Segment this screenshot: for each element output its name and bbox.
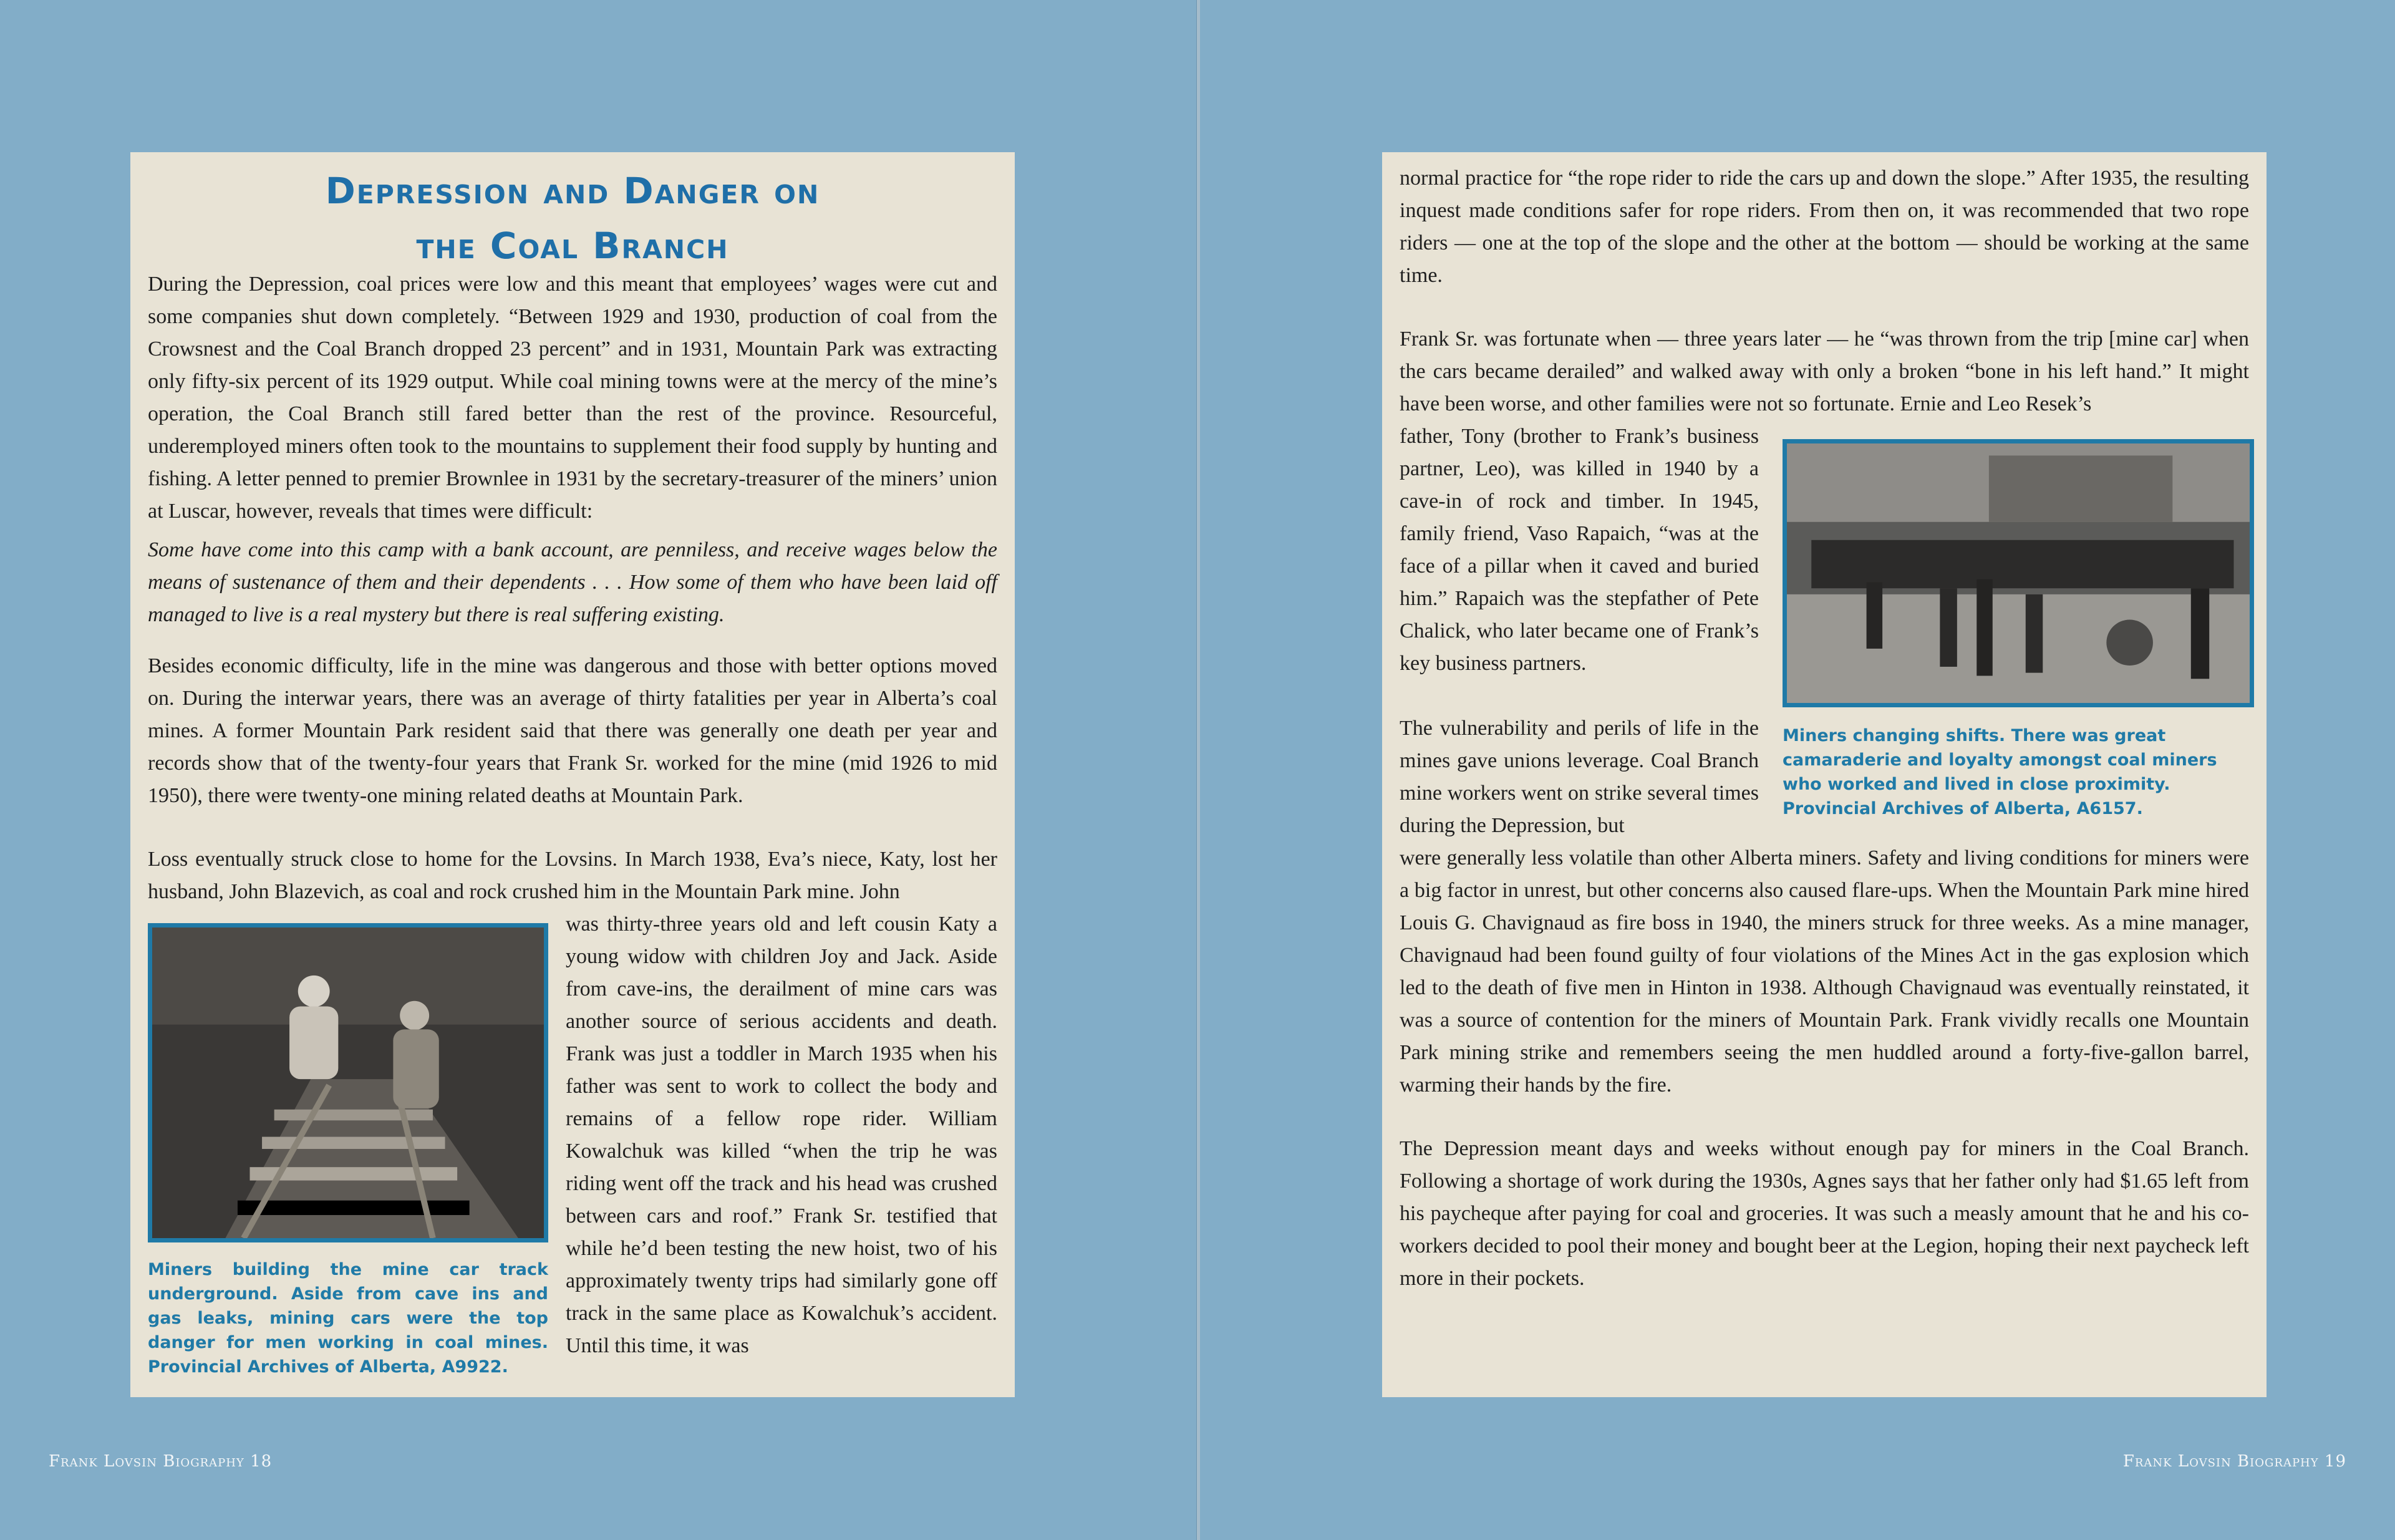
left-page-panel [130,152,1015,1397]
left-quote: Some have come into this camp with a bank account, are penniless, and receive wages below the means of sustenance of them and their dependents . . . How some of them who have been laid off managed to live is a real mystery but there is real suffering existing. [148,538,997,626]
title-line-1: Depression and Danger on [325,170,820,212]
left-paragraph-1: During the Depression, coal prices were low and this meant that employees’ wages were cut and some companies shut down completely. “Between 1929 and 1930, production of coal from the Crowsnest and the Coal Branch dropped 23 percent” and in 1931, Mountain Park was extracting only fifty-six percent of its 1929 output. While coal mining towns were at the mercy of the mine’s operation, the Coal Branch still fared better than the rest of the province. Resourceful, underemployed miners often took to the mountains to supplement their food supply by hunting and fishing. A letter penned to premier Brownlee in 1931 by the secretary-treasurer of the miners’ union at Luscar, however, reveals that times were difficult: [148,273,997,523]
left-photo-caption: Miners building the mine car track underground. Aside from cave ins and gas leaks, mining cars were the top danger for men working in coal mines. Provincial Archives of Alberta, A9922. [148,1260,548,1377]
title-line-2: the Coal Branch [416,225,729,267]
left-paragraph-2: Besides economic difficulty, life in the mine was dangerous and those with better options moved on. During the interwar years, there was an average of thirty fatalities per year in Alberta’s coal mines. A former Mountain Park resident said that there was generally one death per year and records show that of the twenty-four years that Frank Sr. worked for the mine (mid 1926 to mid 1950), there were twenty-one mining related deaths at Mountain Park. [148,654,997,807]
left-page-folio: Frank Lovsin Biography 18 [49,1452,273,1471]
right-paragraph-1: normal practice for “the rope rider to ride the cars up and down the slope.” After 1935, the resulting inquest made conditions safer for rope riders. From then on, it was recommended that two rope riders — one at the top of the slope and the other at the bottom — should be working at the same time. [1400,167,2249,287]
miners-track-photo [148,923,548,1242]
right-paragraph-3-side: The vulnerability and perils of life in the mines gave unions leverage. Coal Branch mine workers went on strike several times during the Depression, but [1400,717,1759,837]
page-title [130,152,1015,273]
right-page-panel [1382,152,2267,1397]
left-paragraph-3-side: was thirty-three years old and left cousin Katy a young widow with children Joy and Jack. Aside from cave-ins, the derailment of mine cars was another source of serious accidents and death. Frank was just a toddler in March 1935 when his father was sent to work to collect the body and remains of a fellow rope rider. William Kowalchuk was killed “when the trip he was riding went off the track and his head was crushed between cars and roof.” Frank Sr. testified that while he’d been testing the new hoist, two of his approximately twenty trips had similarly gone off track in the same place as Kowalchuk’s accident. Until this time, it was [566,913,997,1357]
miners-shift-photo [1783,439,2254,707]
right-paragraph-4: The Depression meant days and weeks without enough pay for miners in the Coal Branch. Following a shortage of work during the 1930s, Agnes says that her father only had $1.65 left from his paycheque after paying for coal and groceries. It was such a measly amount that he and his co-workers decided to pool their money and bought beer at the Legion, hoping their next paycheck left more in their pockets. [1400,1137,2249,1290]
right-page-folio: Frank Lovsin Biography 19 [2122,1452,2346,1471]
right-paragraph-2-top: Frank Sr. was fortunate when — three years later — he “was thrown from the trip [mine car] when the cars became derailed” and walked away with only a broken “bone in his left hand.” It might have been worse, and other families were not so fortunate. Ernie and Leo Resek’s [1400,327,2249,415]
right-photo-caption: Miners changing shifts. There was great camaraderie and loyalty amongst coal miners who worked and lived in close proximity. Provincial Archives of Alberta, A6157. [1783,726,2217,818]
right-paragraph-3: were generally less volatile than other Alberta miners. Safety and living conditions for miners were a big factor in unrest, but other concerns also caused flare-ups. When the Mountain Park mine hired Louis G. Chavignaud as fire boss in 1940, the miners struck for three weeks. As a mine manager, Chavignaud had been found guilty of four violations of the Mines Act in the gas explosion which led to the death of five men in Hinton in 1938. Although Chavignaud was eventually reinstated, it was a source of contention for the miners of Mountain Park. Frank vividly recalls one Mountain Park mining strike and remembers seeing the men huddled around a forty-five-gallon barrel, warming their hands by the fire. [1400,846,2249,1097]
left-paragraph-3-top: Loss eventually struck close to home for the Lovsins. In March 1938, Eva’s niece, Katy, lost her husband, John Blazevich, as coal and rock crushed him in the Mountain Park mine. John [148,848,997,903]
right-paragraph-2-side: father, Tony (brother to Frank’s business partner, Leo), was killed in 1940 by a cave-in of rock and timber. In 1945, family friend, Vaso Rapaich, “was at the face of a pillar when it caved and buried him.” Rapaich was the stepfather of Pete Chalick, who later became one of Frank’s key business partners. [1400,425,1759,675]
page-gutter [1196,0,1200,1540]
